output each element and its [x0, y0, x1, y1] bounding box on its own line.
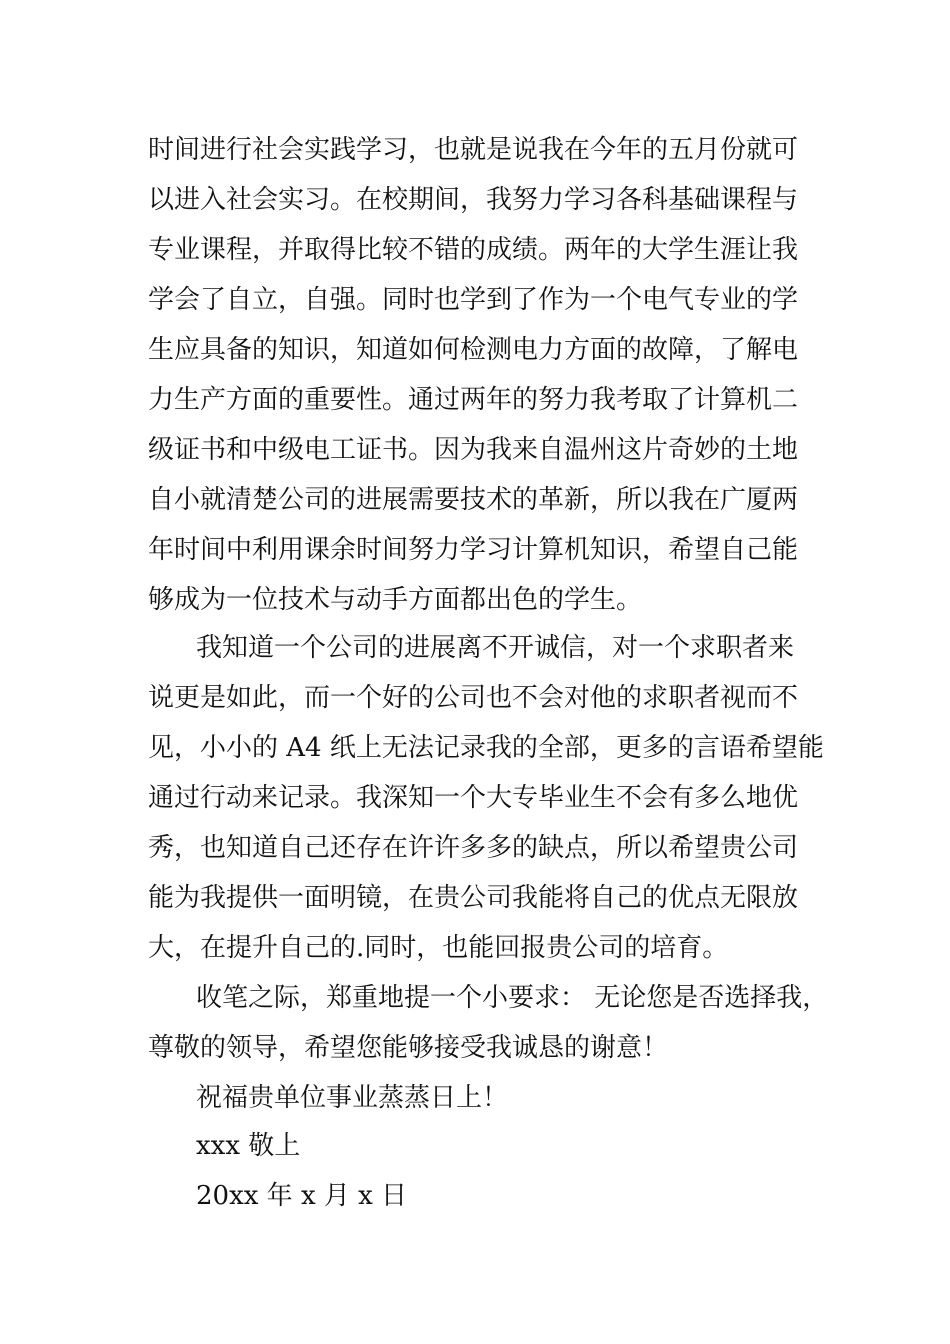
- text-line: 生应具备的知识，知道如何检测电力方面的故障，了解电: [148, 335, 799, 365]
- signature: xxx 敬上: [196, 1131, 301, 1161]
- paragraph-start-line: 我知道一个公司的进展离不开诚信，对一个求职者来: [196, 633, 795, 663]
- text-line: 秀，也知道自己还存在许许多多的缺点，所以希望贵公司: [148, 833, 799, 863]
- text-line: 时间进行社会实践学习，也就是说我在今年的五月份就可: [148, 135, 799, 165]
- text-line: 以进入社会实习。在校期间，我努力学习各科基础课程与: [148, 185, 799, 215]
- text-line: 学会了自立，自强。同时也学到了作为一个电气专业的学: [148, 285, 799, 315]
- paragraph-start-line: 收笔之际，郑重地提一个小要求： 无论您是否选择我，: [196, 983, 829, 1013]
- text-line: 见，小小的 A4 纸上无法记录我的全部，更多的言语希望能: [148, 733, 824, 763]
- text-line: 能为我提供一面明镜，在贵公司我能将自己的优点无限放: [148, 883, 799, 913]
- text-line: 够成为一位技术与动手方面都出色的学生。: [148, 585, 643, 615]
- text-line: 说更是如此，而一个好的公司也不会对他的求职者视而不: [148, 683, 799, 713]
- text-line: 大，在提升自己的.同时，也能回报贵公司的培育。: [148, 933, 729, 963]
- date-line: 20xx 年 x 月 x 日: [196, 1181, 408, 1211]
- text-line: 通过行动来记录。我深知一个大专毕业生不会有多么地优: [148, 783, 799, 813]
- text-line: 级证书和中级电工证书。因为我来自温州这片奇妙的土地: [148, 435, 799, 465]
- text-line: 年时间中利用课余时间努力学习计算机知识，希望自己能: [148, 535, 799, 565]
- text-line: 专业课程，并取得比较不错的成绩。两年的大学生涯让我: [148, 235, 799, 265]
- text-line: 自小就清楚公司的进展需要技术的革新，所以我在广厦两: [148, 485, 799, 515]
- closing-wish: 祝福贵单位事业蒸蒸日上！: [196, 1083, 509, 1113]
- text-line: 尊敬的领导，希望您能够接受我诚恳的谢意！: [148, 1033, 669, 1063]
- text-line: 力生产方面的重要性。通过两年的努力我考取了计算机二: [148, 385, 799, 415]
